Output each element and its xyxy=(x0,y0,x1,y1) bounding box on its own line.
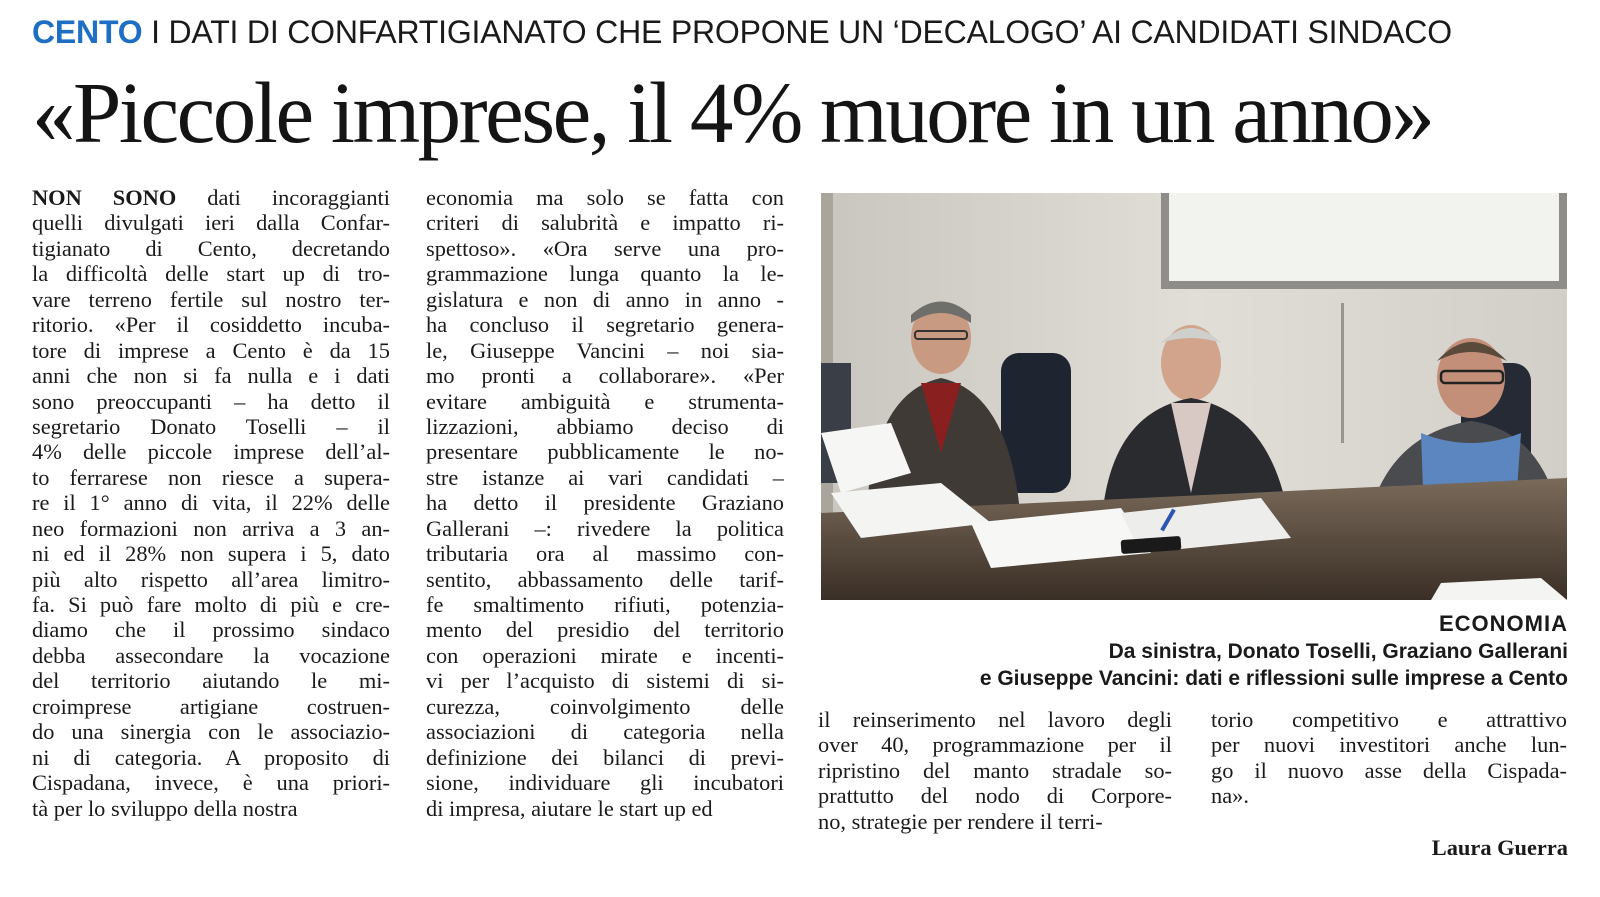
text-line xyxy=(32,567,390,592)
text-line-content: to ferrarese non riesce a supera- xyxy=(32,464,390,490)
text-line-content: vi per l’acquisto di sistemi di si- xyxy=(426,668,784,694)
text-line-content: neo formazioni non arriva a 3 an- xyxy=(32,515,390,541)
text-line xyxy=(32,465,390,490)
text-line-content: ni ed il 28% non supera i 5, dato xyxy=(32,541,390,567)
text-line-content: do una sinergia con le associazio- xyxy=(32,719,390,745)
text-line xyxy=(426,745,784,770)
text-line-content: fa. Si può fare molto di più e cre- xyxy=(32,592,390,617)
text-line xyxy=(32,414,390,439)
text-line xyxy=(32,338,390,363)
text-line xyxy=(818,809,1172,834)
headline: «Piccole imprese, il 4% muore in un anno» xyxy=(32,64,1433,161)
text-line-content: re il 1° anno di vita, il 22% delle xyxy=(32,490,390,516)
text-line-content: go il nuovo asse della Cispada- xyxy=(1211,757,1567,783)
caption-line: e Giuseppe Vancini: dati e riflessioni sulle imprese a Cento xyxy=(979,667,1568,690)
text-line xyxy=(426,439,784,464)
body-column-4 xyxy=(1211,707,1567,809)
text-line-content: evitare ambiguità e strumenta- xyxy=(426,388,784,414)
text-line xyxy=(426,338,784,363)
text-line-content: tà per lo sviluppo della nostra xyxy=(32,795,298,821)
text-line xyxy=(426,261,784,286)
text-line xyxy=(32,185,390,210)
text-line xyxy=(426,567,784,592)
text-line xyxy=(426,796,784,821)
text-line-content: tributaria ora al massimo con- xyxy=(426,541,784,567)
article-photo xyxy=(821,193,1567,600)
text-line xyxy=(32,592,390,617)
text-line xyxy=(426,389,784,414)
text-line-content: dati incoraggianti xyxy=(207,185,390,210)
text-line xyxy=(426,541,784,566)
text-line-content: ha detto il presidente Graziano xyxy=(426,490,784,516)
text-line-content: torio competitivo e attrattivo xyxy=(1211,707,1567,732)
text-line-content: ha concluso il segretario genera- xyxy=(426,312,784,338)
text-line-content: presentare pubblicamente le no- xyxy=(426,439,784,465)
text-line-content: la difficoltà delle start up di tro- xyxy=(32,261,390,287)
text-line xyxy=(426,490,784,515)
body-column-2 xyxy=(426,185,784,821)
text-line xyxy=(818,758,1172,783)
text-line-content: fe smaltimento rifiuti, potenzia- xyxy=(426,592,784,617)
text-line-content: le, Giuseppe Vancini – noi sia- xyxy=(426,337,784,363)
text-line-content: no, strategie per rendere il terri- xyxy=(818,808,1103,834)
text-line-content: ni di categoria. A proposito di xyxy=(32,744,390,770)
text-line xyxy=(426,617,784,642)
text-line-content: lizzazioni, abbiamo deciso di xyxy=(426,413,784,439)
text-line xyxy=(32,312,390,337)
text-line-content: 4% delle piccole imprese dell’al- xyxy=(32,439,390,465)
text-line-content: anni che non si fa nulla e i dati xyxy=(32,363,390,389)
text-line xyxy=(32,617,390,642)
text-line xyxy=(426,414,784,439)
lead-in: NON SONO xyxy=(32,185,177,210)
text-line xyxy=(1211,758,1567,783)
text-line xyxy=(426,185,784,210)
text-line xyxy=(32,389,390,414)
text-line xyxy=(426,465,784,490)
text-line-content: Cispadana, invece, è una priori- xyxy=(32,770,390,796)
text-line xyxy=(32,236,390,261)
text-line xyxy=(426,516,784,541)
text-line-content: più alto rispetto all’area limitro- xyxy=(32,566,390,592)
text-line xyxy=(32,694,390,719)
text-line xyxy=(1211,732,1567,757)
text-line xyxy=(426,592,784,617)
text-line-content: curezza, coinvolgimento delle xyxy=(426,693,784,719)
text-line xyxy=(32,261,390,286)
caption-line: Da sinistra, Donato Toselli, Graziano Gallerani xyxy=(1108,640,1568,663)
text-line-content: per nuovi investitori anche lun- xyxy=(1211,732,1567,758)
text-line xyxy=(426,668,784,693)
photo-caption xyxy=(808,610,1568,692)
text-line-content: tore di imprese a Cento è da 15 xyxy=(32,337,390,363)
text-line-content: grammazione lunga quanto la le- xyxy=(426,261,784,287)
text-line xyxy=(32,439,390,464)
text-line-content: sione, individuare gli incubatori xyxy=(426,770,784,796)
text-line-content: sono preoccupanti – ha detto il xyxy=(32,388,390,414)
byline: Laura Guerra xyxy=(1431,835,1568,860)
text-line-content: diamo che il prossimo sindaco xyxy=(32,617,390,643)
text-line xyxy=(818,732,1172,757)
text-line xyxy=(426,643,784,668)
text-line-content: over 40, programmazione per il xyxy=(818,732,1172,758)
kicker xyxy=(32,12,1572,52)
text-line-content: Gallerani –: rivedere la politica xyxy=(426,515,784,541)
text-line xyxy=(32,796,390,821)
text-line-content: sentito, abbassamento delle tarif- xyxy=(426,566,784,592)
body-column-1 xyxy=(32,185,390,821)
text-line xyxy=(426,694,784,719)
kicker-text: I DATI DI CONFARTIGIANATO CHE PROPONE UN ‘DECALOGO’ AI CANDIDATI SINDACO xyxy=(151,14,1452,50)
text-line-content: stre istanze ai vari candidati – xyxy=(426,464,784,490)
text-line-content: economia ma solo se fatta con xyxy=(426,185,784,210)
text-line xyxy=(818,707,1172,732)
text-line-content: con operazioni mirate e incenti- xyxy=(426,642,784,668)
caption-title: ECONOMIA xyxy=(1439,611,1568,636)
text-line-content: ripristino del manto stradale so- xyxy=(818,757,1172,783)
text-line-content: prattutto del nodo di Corpore- xyxy=(818,783,1172,809)
text-line xyxy=(426,287,784,312)
text-line xyxy=(32,745,390,770)
text-line-content: segretario Donato Toselli – il xyxy=(32,413,390,439)
text-line-content: criteri di salubrità e impatto ri- xyxy=(426,210,784,236)
text-line-content: na». xyxy=(1211,783,1249,809)
kicker-place: CENTO xyxy=(32,14,143,50)
text-line-content: vare terreno fertile sul nostro ter- xyxy=(32,286,390,312)
text-line xyxy=(818,783,1172,808)
text-line xyxy=(32,541,390,566)
text-line-content: definizione dei bilanci di previ- xyxy=(426,744,784,770)
text-line-content: gislatura e non di anno in anno - xyxy=(426,286,784,312)
text-line xyxy=(32,770,390,795)
text-line xyxy=(426,312,784,337)
text-line-content: mento del presidio del territorio xyxy=(426,617,784,643)
text-line-content: quelli divulgati ieri dalla Confar- xyxy=(32,210,390,236)
text-line-content: il reinserimento nel lavoro degli xyxy=(818,707,1172,732)
text-line xyxy=(1211,707,1567,732)
text-line-content: ritorio. «Per il cosiddetto incuba- xyxy=(32,312,390,338)
text-line xyxy=(32,287,390,312)
text-line xyxy=(32,668,390,693)
text-line-content: associazioni di categoria nella xyxy=(426,719,784,745)
text-line xyxy=(32,719,390,744)
text-line-content: spettoso». «Ora serve una pro- xyxy=(426,235,784,261)
text-line-content: del territorio aiutando le mi- xyxy=(32,668,390,694)
text-line-content: di impresa, aiutare le start up ed xyxy=(426,795,713,821)
text-line-content: mo pronti a collaborare». «Per xyxy=(426,363,784,389)
text-line xyxy=(426,719,784,744)
text-line xyxy=(426,363,784,388)
text-line xyxy=(32,643,390,668)
text-line xyxy=(426,770,784,795)
text-line xyxy=(426,236,784,261)
text-line xyxy=(32,490,390,515)
text-line xyxy=(32,516,390,541)
text-line-content: debba assecondare la vocazione xyxy=(32,642,390,668)
text-line-content: tigianato di Cento, decretando xyxy=(32,235,390,261)
text-line xyxy=(1211,783,1567,808)
text-line xyxy=(32,210,390,235)
text-line xyxy=(426,210,784,235)
text-line-content: croimprese artigiane costruen- xyxy=(32,693,390,719)
body-column-3 xyxy=(818,707,1172,834)
text-line xyxy=(32,363,390,388)
